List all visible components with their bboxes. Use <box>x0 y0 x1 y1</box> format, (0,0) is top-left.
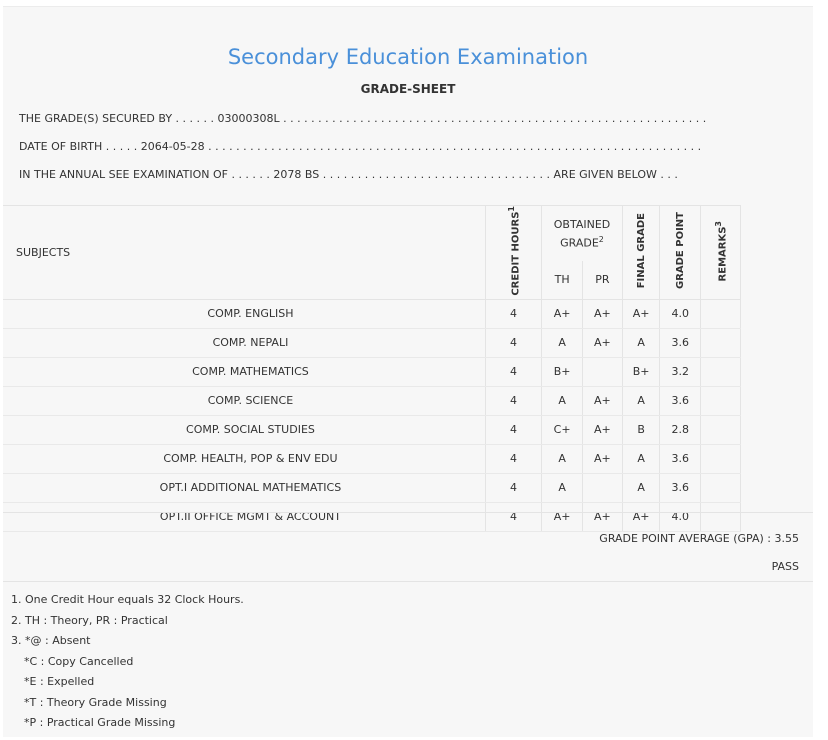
final-grade-cell: A <box>622 386 660 415</box>
table-row <box>3 444 813 473</box>
practical-grade-cell: A+ <box>583 299 623 328</box>
exam-value: 2078 BS <box>273 168 320 181</box>
remarks-cell <box>701 444 741 473</box>
exam-line: IN THE ANNUAL SEE EXAMINATION OF . . . . . . 2078 BS . . . . . . . . . . . . . . . . . . . . . . . . . . . . . . . . . ARE GIVEN BELOW . . . <box>19 168 678 181</box>
practical-grade-cell: A+ <box>583 386 623 415</box>
grade-point-cell: 3.2 <box>660 357 701 386</box>
remarks-cell <box>701 386 741 415</box>
remarks-cell <box>701 328 741 357</box>
footnote-item: 3. *@ : Absent <box>11 634 91 647</box>
subject-cell: COMP. SCIENCE <box>3 386 485 415</box>
table-row <box>3 473 813 502</box>
practical-grade-cell: A+ <box>583 415 623 444</box>
secured-by-label: THE GRADE(S) SECURED BY <box>19 112 173 125</box>
theory-grade-cell: A <box>542 386 583 415</box>
theory-grade-cell: C+ <box>542 415 583 444</box>
page-title: Secondary Education Examination <box>227 45 589 69</box>
final-grade-cell: A <box>622 444 660 473</box>
subject-cell: OPT.II OFFICE MGMT & ACCOUNT <box>3 502 485 531</box>
theory-grade-cell: A+ <box>542 502 583 531</box>
credit-hours-cell: 4 <box>485 415 541 444</box>
dob-line: DATE OF BIRTH . . . . . 2064-05-28 . . . . . . . . . . . . . . . . . . . . . . . . . . . . . . . . . . . . . . . . . . . . . . . . . . . . . . . . . . . . . . . . . . . . . . . <box>19 140 702 153</box>
grade-point-cell: 3.6 <box>660 473 701 502</box>
header-remarks: REMARKS$^3$ <box>701 206 741 300</box>
header-final-grade: FINAL GRADE <box>622 206 660 300</box>
final-grade-cell: B <box>622 415 660 444</box>
dob-value: 2064-05-28 <box>140 140 205 153</box>
grades-table <box>3 205 813 532</box>
final-grade-cell: A+ <box>622 299 660 328</box>
footnote-item: *C : Copy Cancelled <box>24 654 134 668</box>
footnote-item: 2. TH : Theory, PR : Practical <box>11 613 168 627</box>
theory-grade-cell: B+ <box>542 357 583 386</box>
credit-hours-cell: 4 <box>485 328 541 357</box>
credit-hours-cell: 4 <box>485 502 541 531</box>
remarks-cell <box>701 502 741 531</box>
practical-grade-cell: A+ <box>583 444 623 473</box>
grade-point-cell: 4.0 <box>660 502 701 531</box>
remarks-cell <box>701 299 741 328</box>
exam-suffix: ARE GIVEN BELOW . . . <box>553 168 678 181</box>
theory-grade-cell: A+ <box>542 299 583 328</box>
result-status: PASS <box>771 560 799 573</box>
grade-point-cell: 4.0 <box>660 299 701 328</box>
dob-label: DATE OF BIRTH <box>19 140 103 153</box>
footnote-item: *P : Practical Grade Missing <box>24 716 176 729</box>
credit-hours-cell: 4 <box>485 444 541 473</box>
header-credit-hours: CREDIT HOURS$^1$ <box>485 206 541 300</box>
header-obtained-grade: OBTAINED GRADE$^2$ <box>542 206 623 262</box>
divider <box>3 512 813 513</box>
header-th: TH <box>542 261 583 299</box>
credit-hours-cell: 4 <box>485 473 541 502</box>
subject-cell: COMP. MATHEMATICS <box>3 357 485 386</box>
theory-grade-cell: A <box>542 328 583 357</box>
exam-label: IN THE ANNUAL SEE EXAMINATION OF <box>19 168 228 181</box>
subject-cell: COMP. HEALTH, POP & ENV EDU <box>3 444 485 473</box>
remarks-cell <box>701 473 741 502</box>
final-grade-cell: B+ <box>622 357 660 386</box>
subject-cell: COMP. SOCIAL STUDIES <box>3 415 485 444</box>
table-row <box>3 386 813 415</box>
table-row <box>3 328 813 357</box>
theory-grade-cell: A <box>542 473 583 502</box>
footnotes <box>11 590 244 734</box>
final-grade-cell: A <box>622 328 660 357</box>
footnote-item: *T : Theory Grade Missing <box>24 695 167 709</box>
table-row <box>3 357 813 386</box>
secured-by-line: THE GRADE(S) SECURED BY . . . . . . 03000308L . . . . . . . . . . . . . . . . . . . . . . . . . . . . . . . . . . . . . . . . . . . . . . . . . . . . . . . . . . . . . <box>19 112 707 125</box>
grade-point-cell: 2.8 <box>660 415 701 444</box>
practical-grade-cell: A+ <box>583 328 623 357</box>
page-subtitle: GRADE-SHEET <box>360 82 456 96</box>
footnote-item: *E : Expelled <box>24 675 95 688</box>
table-row <box>3 502 813 531</box>
final-grade-cell: A+ <box>622 502 660 531</box>
subject-cell: COMP. NEPALI <box>3 328 485 357</box>
footnote-item: 1. One Credit Hour equals 32 Clock Hours. <box>11 593 244 606</box>
credit-hours-cell: 4 <box>485 299 541 328</box>
grade-point-cell: 3.6 <box>660 328 701 357</box>
credit-hours-cell: 4 <box>485 357 541 386</box>
header-pr: PR <box>583 261 623 299</box>
grade-sheet <box>3 6 813 737</box>
practical-grade-cell <box>583 357 623 386</box>
theory-grade-cell: A <box>542 444 583 473</box>
gpa-text: GRADE POINT AVERAGE (GPA) : 3.55 <box>599 532 799 545</box>
grade-point-cell: 3.6 <box>660 444 701 473</box>
header-subjects: SUBJECTS <box>3 206 485 300</box>
credit-hours-cell: 4 <box>485 386 541 415</box>
divider <box>3 581 813 582</box>
subject-cell: COMP. ENGLISH <box>3 299 485 328</box>
remarks-cell <box>701 415 741 444</box>
secured-by-value: 03000308L <box>217 112 280 125</box>
practical-grade-cell <box>583 473 623 502</box>
final-grade-cell: A <box>622 473 660 502</box>
practical-grade-cell: A+ <box>583 502 623 531</box>
subject-cell: OPT.I ADDITIONAL MATHEMATICS <box>3 473 485 502</box>
table-row <box>3 299 813 328</box>
remarks-cell <box>701 357 741 386</box>
header-grade-point: GRADE POINT <box>660 206 701 300</box>
table-row <box>3 415 813 444</box>
grade-point-cell: 3.6 <box>660 386 701 415</box>
